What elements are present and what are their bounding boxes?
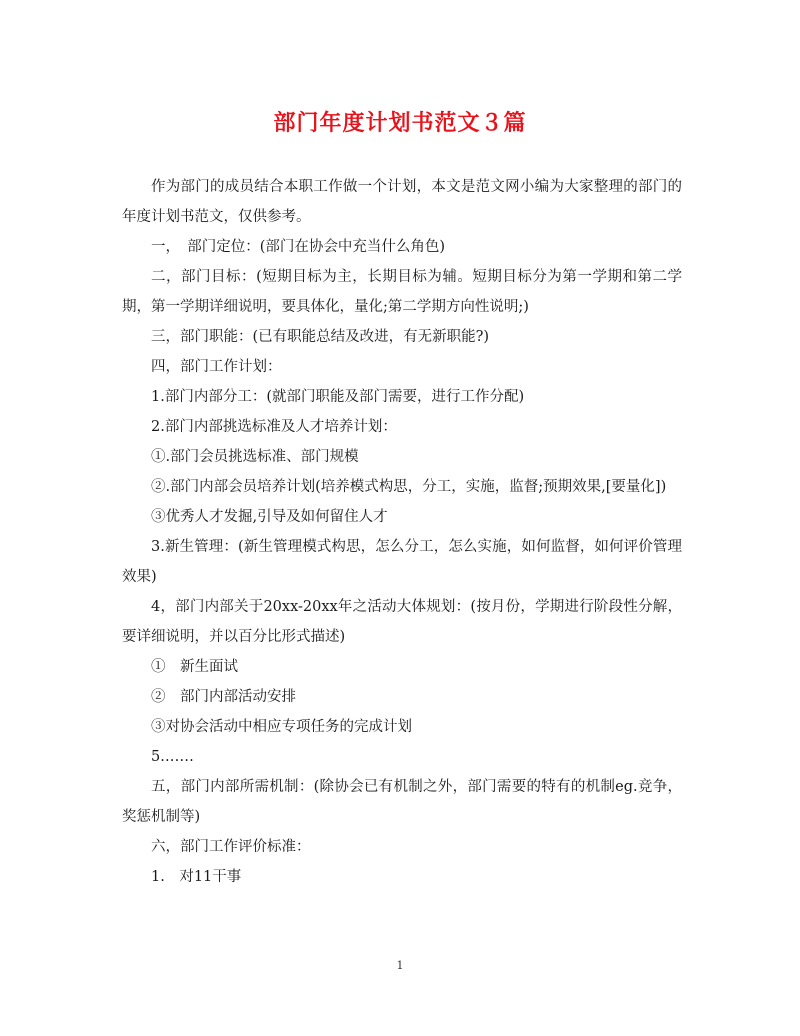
- paragraph-subitem-4-1: ① 新生面试: [151, 659, 238, 675]
- paragraph-section-6: 六，部门工作评价标准：: [151, 839, 311, 855]
- paragraph-section-2: 二，部门目标：(短期目标为主，长期目标为辅。短期目标分为第一学期和第二学期，第一学期详细说明，要具体化，量化;第二学期方向性说明;): [122, 269, 682, 315]
- paragraph-section-6-item-1: 1. 对11干事: [151, 869, 242, 885]
- paragraph-subitem-4-3: ③对协会活动中相应专项任务的完成计划: [151, 719, 412, 735]
- document-title: 部门年度计划书范文３篇: [273, 111, 527, 136]
- paragraph-section-5: 五，部门内部所需机制：(除协会已有机制之外，部门需要的特有的机制eg.竞争，奖惩机制等): [122, 779, 682, 825]
- paragraph-section-3: 三，部门职能：(已有职能总结及改进，有无新职能?): [151, 329, 490, 345]
- paragraph-item-4: 4，部门内部关于20xx-20xx年之活动大体规划：(按月份，学期进行阶段性分解，要详细说明，并以百分比形式描述): [122, 599, 682, 645]
- paragraph-item-5: 5.……: [151, 749, 194, 765]
- paragraph-subitem-2-2: ②.部门内部会员培养计划(培养模式构思，分工，实施，监督;预期效果,[要量化]): [151, 479, 667, 495]
- paragraph-item-3: 3.新生管理：(新生管理模式构思，怎么分工，怎么实施，如何监督，如何评价管理效果): [122, 539, 682, 585]
- paragraph-subitem-4-2: ② 部门内部活动安排: [151, 689, 296, 705]
- paragraph-section-1: 一， 部门定位：(部门在协会中充当什么角色): [151, 239, 446, 255]
- paragraph-item-1: 1.部门内部分工：(就部门职能及部门需要，进行工作分配): [151, 389, 525, 405]
- paragraph-intro: 作为部门的成员结合本职工作做一个计划，本文是范文网小编为大家整理的部门的年度计划书范文，仅供参考。: [122, 179, 682, 225]
- paragraph-subitem-2-3: ③优秀人才发掘,引导及如何留住人才: [151, 509, 388, 525]
- paragraph-section-4: 四，部门工作计划：: [151, 359, 282, 375]
- paragraph-subitem-2-1: ①.部门会员挑选标准、部门规模: [151, 449, 359, 465]
- page-number: 1: [396, 959, 404, 972]
- paragraph-item-2: 2.部门内部挑选标准及人才培养计划：: [151, 419, 397, 435]
- document-body: [122, 172, 682, 892]
